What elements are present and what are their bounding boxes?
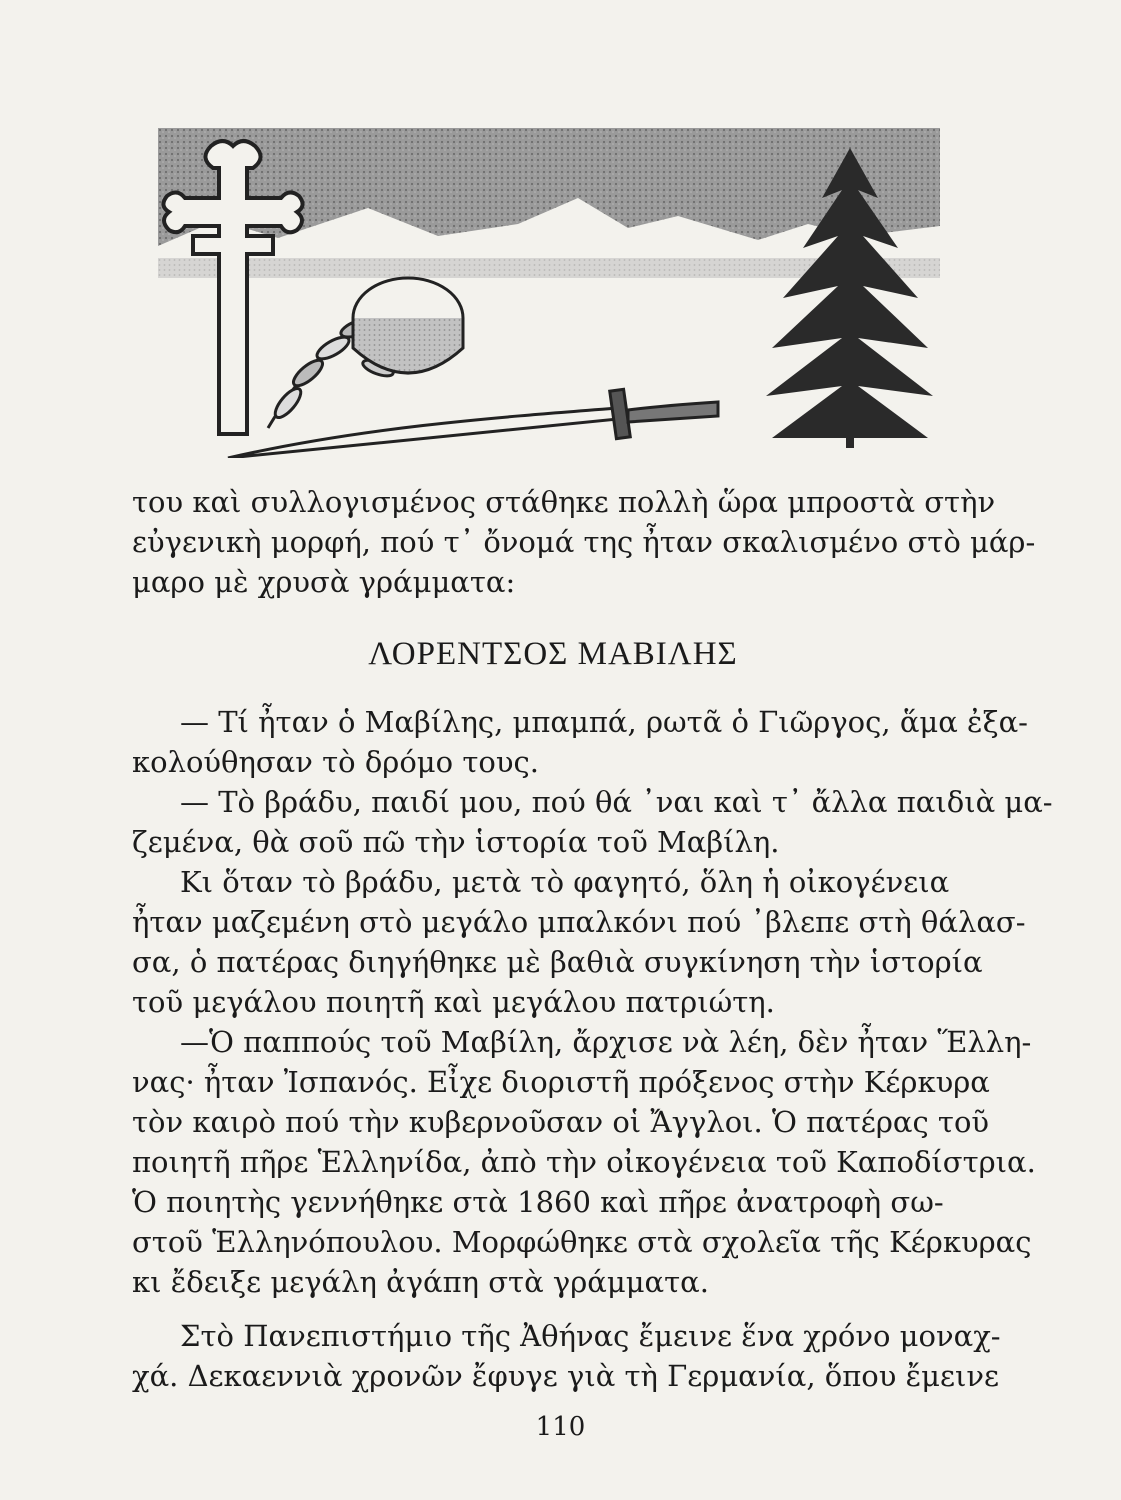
paragraph-gap — [132, 1302, 974, 1316]
text-line: κολούθησαν τὸ δρόμο τους. — [132, 745, 539, 779]
text-line: Κι ὅταν τὸ βράδυ, μετὰ τὸ φαγητό, ὅλη ἡ οἰκογένεια — [180, 865, 950, 899]
text-line: τοῦ μεγάλου ποιητῆ καὶ μεγάλου πατριώτη. — [132, 985, 775, 1019]
text-line: τὸν καιρὸ πού τὴν κυβερνοῦσαν οἱ Ἄγγλοι. Ὁ πατέρας τοῦ — [132, 1105, 990, 1139]
text-line: νας· ἦταν Ἰσπανός. Εἶχε διοριστῆ πρόξενος στὴν Κέρκυρα — [132, 1065, 990, 1099]
text-line: του καὶ συλλογισμένος στάθηκε πολλὴ ὥρα μπροστὰ στὴν — [132, 485, 996, 519]
text-line: σα, ὁ πατέρας διηγήθηκε μὲ βαθιὰ συγκίνηση τὴν ἱστορία — [132, 945, 983, 979]
text-line: —Ὁ παππούς τοῦ Μαβίλη, ἄρχισε νὰ λέη, δὲν ἦταν Ἕλλη- — [180, 1025, 1032, 1059]
text-line: κι ἔδειξε μεγάλη ἀγάπη στὰ γράμματα. — [132, 1265, 709, 1299]
memorial-illustration — [158, 128, 940, 458]
text-line: ἦταν μαζεμένη στὸ μεγάλο μπαλκόνι πού ᾽βλεπε στὴ θάλασ- — [132, 905, 1026, 939]
sword — [228, 389, 718, 458]
text-line: Ὁ ποιητὴς γεννήθηκε στὰ 1860 καὶ πῆρε ἀνατροφὴ σω- — [132, 1185, 944, 1219]
text-line: Στὸ Πανεπιστήμιο τῆς Ἀθήνας ἔμεινε ἕνα χρόνο μοναχ- — [180, 1319, 1001, 1353]
page-number: 110 — [535, 1412, 586, 1442]
drum — [353, 278, 463, 373]
text-line: — Τὸ βράδυ, παιδί μου, πού θά ᾽ναι καὶ τ᾽ ἄλλα παιδιὰ μα- — [180, 785, 1053, 819]
text-line: ποιητῆ πῆρε Ἑλληνίδα, ἀπὸ τὴν οἰκογένεια τοῦ Καποδίστρια. — [132, 1145, 1036, 1179]
text-line: χά. Δεκαεννιὰ χρονῶν ἔφυγε γιὰ τὴ Γερμανία, ὅπου ἔμεινε — [132, 1359, 1000, 1393]
text-line: στοῦ Ἑλληνόπουλου. Μορφώθηκε στὰ σχολεῖα τῆς Κέρκυρας — [132, 1225, 1032, 1259]
body-text — [132, 482, 1053, 1396]
text-line: εὐγενικὴ μορφή, πού τ᾽ ὄνομά της ἦταν σκαλισμένο στὸ μάρ- — [132, 525, 1036, 559]
text-line: — Τί ἦταν ὁ Μαβίλης, μπαμπά, ρωτᾶ ὁ Γιῶργος, ἅμα ἐξα- — [180, 705, 1028, 739]
text-line: ζεμένα, θὰ σοῦ πῶ τὴν ἱστορία τοῦ Μαβίλη. — [132, 825, 780, 859]
inscription-heading: ΛΟΡΕΝΤΣΟΣ ΜΑΒΙΛΗΣ — [368, 636, 738, 672]
text-line: μαρο μὲ χρυσὰ γράμματα: — [132, 565, 516, 599]
